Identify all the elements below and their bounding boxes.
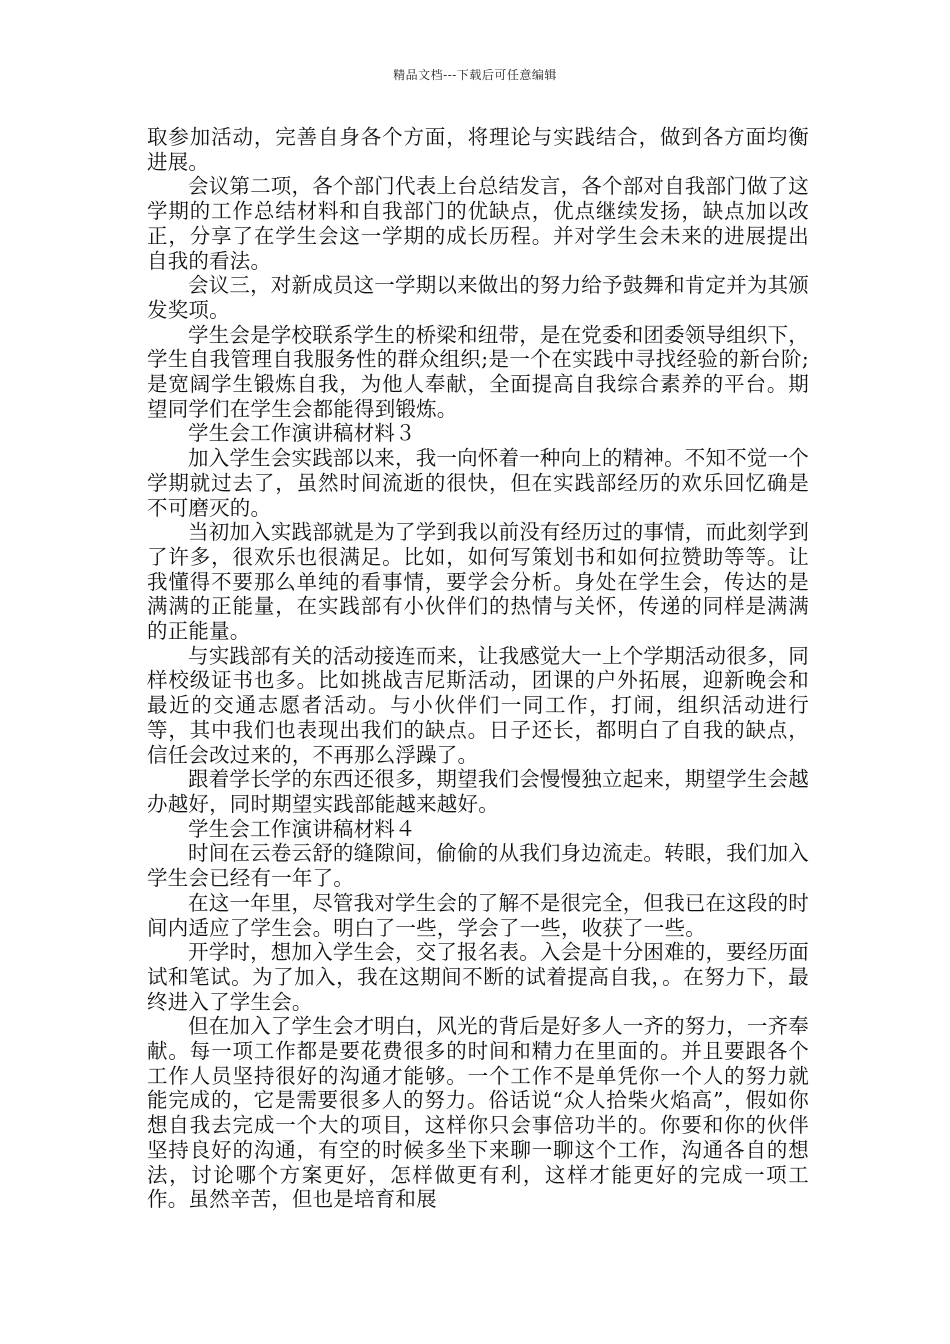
paragraph: 加入学生会实践部以来，我一向怀着一种向上的精神。不知不觉一个学期就过去了，虽然时间流逝的很快，但在实践部经历的欢乐回忆确是不可磨灭的。 — [147, 446, 809, 520]
paragraph: 在这一年里，尽管我对学生会的了解不是很完全，但我已在这段的时间内适应了学生会。明白了一些，学会了一些，收获了一些。 — [147, 890, 809, 940]
paragraph: 时间在云卷云舒的缝隙间，偷偷的从我们身边流走。转眼，我们加入学生会已经有一年了。 — [147, 841, 809, 891]
paragraph: 会议三，对新成员这一学期以来做出的努力给予鼓舞和肯定并为其颁发奖项。 — [147, 273, 809, 322]
paragraph: 跟着学长学的东西还很多，期望我们会慢慢独立起来，期望学生会越办越好，同时期望实践部能越来越好。 — [147, 767, 809, 816]
paragraph: 会议第二项，各个部门代表上台总结发言，各个部对自我部门做了这学期的工作总结材料和自我部门的优缺点，优点继续发扬，缺点加以改正，分享了在学生会这一学期的成长历程。并对学生会未来的进展提出自我的看法。 — [147, 174, 809, 273]
paragraph: 当初加入实践部就是为了学到我以前没有经历过的事情，而此刻学到了许多，很欢乐也很满足。比如，如何写策划书和如何拉赞助等等。让我懂得不要那么单纯的看事情，要学会分析。身处在学生会，传达的是满满的正能量，在实践部有小伙伴们的热情与关怀，传递的同样是满满的正能量。 — [147, 520, 809, 644]
paragraph: 开学时，想加入学生会，交了报名表。入会是十分困难的，要经历面试和笔试。为了加入，我在这期间不断的试着提高自我，。在努力下，最终进入了学生会。 — [147, 940, 809, 1014]
section-heading: 学生会工作演讲稿材料４ — [188, 816, 416, 841]
page-header: 精品文档---下载后可任意编辑 — [393, 68, 557, 82]
paragraph-continuation: 取参加活动，完善自身各个方面，将理论与实践结合，做到各方面均衡进展。 — [147, 125, 809, 174]
paragraph: 但在加入了学生会才明白，风光的背后是好多人一齐的努力，一齐奉献。每一项工作都是要花费很多的时间和精力在里面的。并且要跟各个工作人员坚持很好的沟通才能够。一个工作不是单凭你一个人的努力就能完成的，它是需要很多人的努力。俗话说“众人拾柴火焰高”，假如你想自我去完成一个大的项目，这样你只会事倍功半的。你要和你的伙伴坚持良好的沟通，有空的时候多坐下来聊一聊这个工作，沟通各自的想法，讨论哪个方案更好，怎样做更有利，这样才能更好的完成一项工作。虽然辛苦，但也是培育和展 — [147, 1014, 809, 1212]
paragraph: 与实践部有关的活动接连而来，让我感觉大一上个学期活动很多，同样校级证书也多。比如挑战吉尼斯活动，团课的户外拓展，迎新晚会和最近的交通志愿者活动。与小伙伴们一同工作，打闹，组织活动进行等，其中我们也表现出我们的缺点。日子还长，都明白了自我的缺点，信任会改过来的，不再那么浮躁了。 — [147, 643, 809, 767]
document-body — [147, 125, 809, 1212]
paragraph: 学生会是学校联系学生的桥梁和纽带，是在党委和团委领导组织下，学生自我管理自我服务性的群众组织;是一个在实践中寻找经验的新台阶;是宽阔学生锻炼自我，为他人奉献，全面提高自我综合素养的平台。期望同学们在学生会都能得到锻炼。 — [147, 322, 809, 421]
section-heading: 学生会工作演讲稿材料３ — [188, 421, 416, 446]
